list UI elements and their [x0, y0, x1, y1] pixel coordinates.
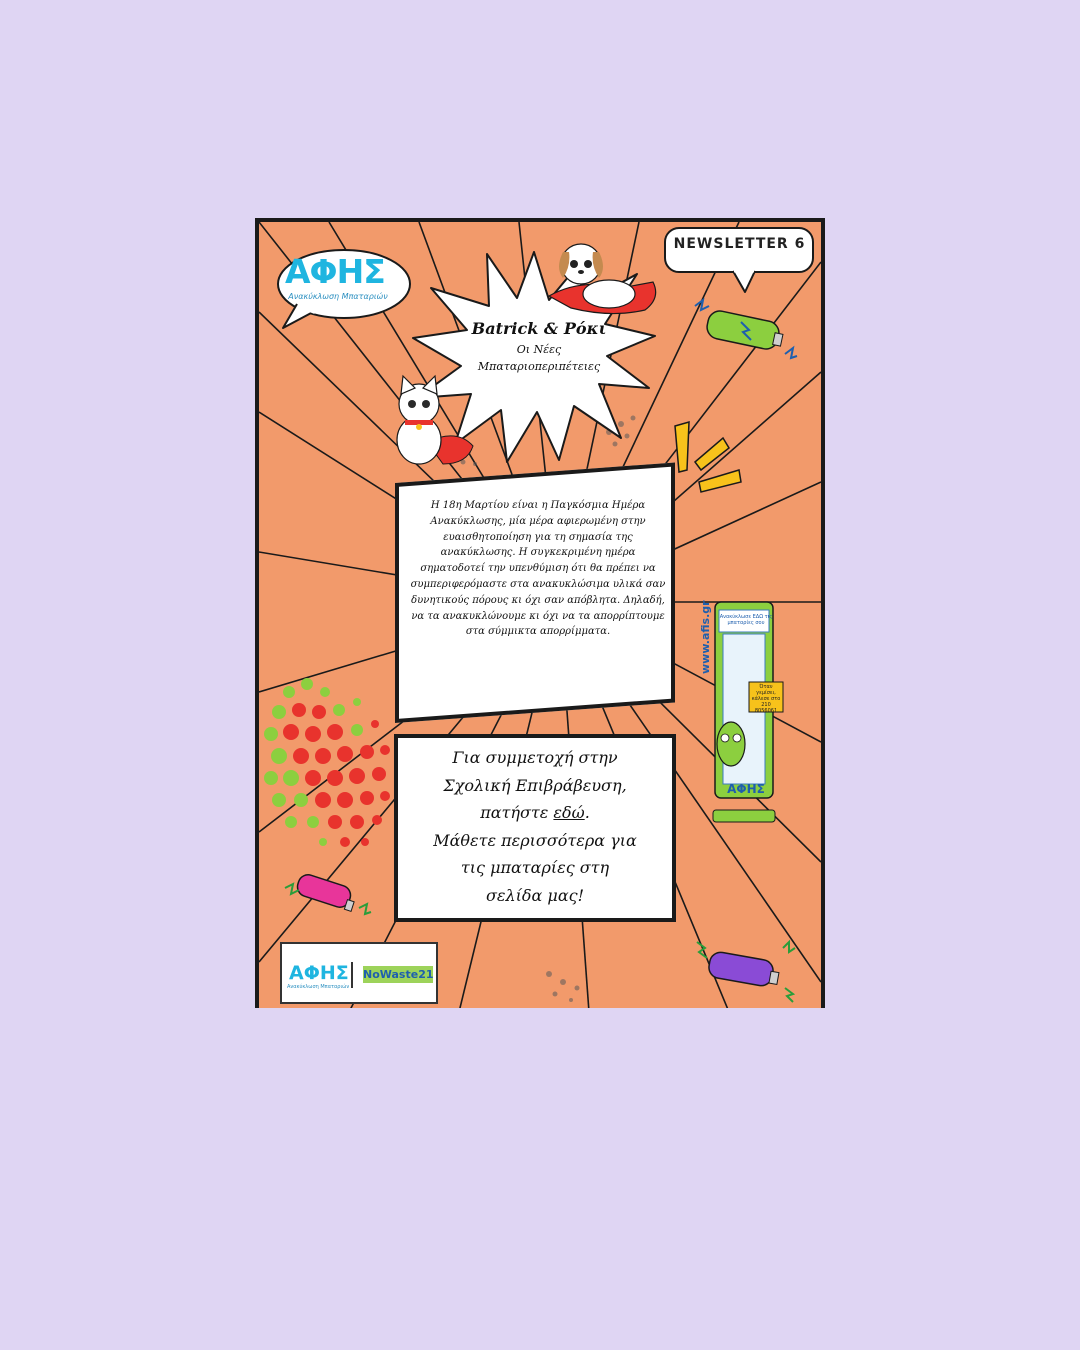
cta-line-4: Μάθετε περισσότερα για — [433, 830, 637, 850]
battery-purple-icon — [689, 938, 801, 1008]
participation-link[interactable]: εδώ — [553, 803, 585, 822]
halftone-dots-icon — [264, 678, 390, 847]
cta-line-3-suffix: . — [584, 803, 590, 822]
cat-hero-icon — [387, 372, 487, 468]
info-text: Η 18η Μαρτίου είναι η Παγκόσμια Ημέρα Ανακύκλωσης, μία μέρα αφιερωμένη στην ευαισθητοποίηση για τη σημασία της ανακύκλωσης. Η συγκεκριμένη ημέρα σηματοδοτεί την υπενθύμιση ότι θα πρέπει να συμπεριφερόμαστε στα ανακυκλώσιμα υλικά σαν δυνητικούς πόρους κι όχι σαν απόβλητα. Δηλαδή, να τα ανακυκλώνουμε κι όχι να τα απορρίπτουμε στα σύμμικτα απορρίμματα. — [410, 500, 666, 638]
dog-hero-icon — [541, 238, 671, 322]
title-main: Batrick & Ρόκι — [471, 319, 607, 338]
title-sub-1: Οι Νέες — [516, 343, 562, 356]
bin-url[interactable]: www.afis.gr — [699, 600, 712, 674]
bin-brand: ΑΦΗΣ — [727, 782, 765, 796]
cta-line-2: Σχολική Επιβράβευση, — [443, 775, 627, 795]
footer-afis-logo[interactable]: ΑΦΗΣ — [289, 962, 349, 984]
footer-afis-tagline: Ανακύκλωση Μπαταριών — [287, 984, 350, 990]
footer-divider — [351, 962, 353, 988]
afis-logo[interactable]: ΑΦΗΣ — [285, 252, 385, 291]
battery-pink-icon — [279, 858, 375, 922]
cta-line-6: σελίδα μας! — [485, 885, 585, 905]
footer-nowaste-logo[interactable]: NoWaste21 — [363, 968, 434, 981]
cta-line-5: τις μπαταρίες στη — [460, 858, 610, 877]
exclamation-burst-icon — [669, 418, 747, 504]
newsletter-badge: NEWSLETTER 6 — [673, 236, 806, 252]
newsletter-title — [447, 319, 631, 373]
cta-line-1: Για συμμετοχή στην — [452, 748, 618, 767]
bin-top-text: Ανακύκλωσε ΕΔΩ τις μπαταρίες σου — [719, 614, 773, 626]
newsletter-sheet — [255, 218, 825, 1008]
bin-sign-text: Όταν γεμίσει, κάλεσε στο 210 8056061 — [751, 684, 781, 714]
cta-line-3-prefix: πατήστε — [480, 803, 554, 822]
battery-green-icon — [689, 296, 799, 366]
title-sub-2: Μπαταριοπεριπέτειες — [477, 360, 601, 373]
cta-line-3 — [404, 799, 666, 827]
cta-text — [404, 734, 666, 909]
afis-tagline: Ανακύκλωση Μπαταριών — [288, 292, 388, 301]
